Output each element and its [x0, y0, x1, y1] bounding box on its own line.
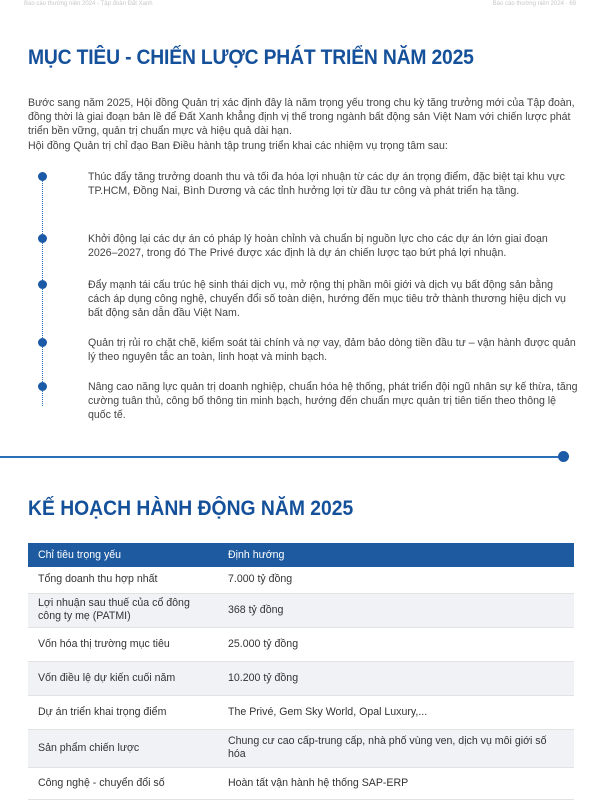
- section-title-strategy: MỤC TIÊU - CHIẾN LƯỢC PHÁT TRIỂN NĂM 2025: [28, 46, 474, 69]
- table-cell: Sản phẩm chiến lược: [28, 729, 218, 767]
- table-cell: 10.200 tỷ đồng: [218, 661, 574, 695]
- task-item: Nâng cao năng lực quản trị doanh nghiệp, chuẩn hóa hệ thống, phát triển đội ngũ nhân sự kế thừa, tăng cường tuân thủ, công bố thông tin minh bạch, hướng đến chuẩn mực quản trị tiên tiến theo thông lệ quốc tế.: [88, 381, 578, 421]
- table-row: [28, 661, 574, 695]
- task-item: Đẩy mạnh tái cấu trúc hệ sinh thái dịch vụ, mở rộng thị phần môi giới và dịch vụ bất động sản bằng cách áp dụng công nghệ, chuyển đổi số toàn diện, hướng đến mục tiêu trở thành thương hiệu dịch vụ bất động sản dẫn đầu Việt Nam.: [88, 279, 566, 319]
- table-cell: Lợi nhuận sau thuế của cổ đông công ty mẹ (PATMI): [28, 593, 218, 627]
- timeline-line: [42, 172, 43, 406]
- timeline-bullet-icon: [38, 280, 47, 289]
- table-row: [28, 729, 574, 767]
- table-cell: 7.000 tỷ đồng: [218, 567, 574, 593]
- table-row: [28, 593, 574, 627]
- timeline-bullet-icon: [38, 382, 47, 391]
- timeline-bullet-icon: [38, 338, 47, 347]
- table-cell: 25.000 tỷ đồng: [218, 627, 574, 661]
- timeline-bullet-icon: [38, 172, 47, 181]
- table-cell: Tổng doanh thu hợp nhất: [28, 567, 218, 593]
- header-right-text: Báo cáo thường niên 2024 · 69: [492, 1, 576, 7]
- table-cell: Công nghệ - chuyển đổi số: [28, 767, 218, 799]
- action-plan-table: [28, 543, 574, 800]
- intro-paragraph: Bước sang năm 2025, Hội đồng Quản trị xác định đây là năm trọng yếu trong chu kỳ tăng trưởng mới của Tập đoàn, đồng thời là giai đoạn bản lề để Đất Xanh khẳng định vị thế trong ngành bất động sản Việt Nam với chiến lược phát triển bền vững, quản trị chuẩn mực và hiệu quả dài hạn.: [28, 97, 575, 137]
- task-item: Thúc đẩy tăng trưởng doanh thu và tối đa hóa lợi nhuận từ các dự án trọng điểm, đặc biệt tại khu vực TP.HCM, Đồng Nai, Bình Dương và các tỉnh hưởng lợi từ đầu tư công và phát triển hạ tầng.: [88, 171, 565, 197]
- task-item: Khởi động lại các dự án có pháp lý hoàn chỉnh và chuẩn bị nguồn lực cho các dự án lớn giai đoạn 2026–2027, trong đó The Privé được xác định là dự án chiến lược tạo bứt phá lợi nhuận.: [88, 233, 548, 259]
- table-cell: Hoàn tất vận hành hệ thống SAP-ERP: [218, 767, 574, 799]
- table-row: [28, 567, 574, 593]
- header-strip: [0, 0, 600, 12]
- header-left-text: Báo cáo thường niên 2024 - Tập đoàn Đất Xanh: [24, 1, 153, 7]
- section-title-action-plan: KẾ HOẠCH HÀNH ĐỘNG NĂM 2025: [28, 497, 354, 520]
- column-header: Định hướng: [218, 543, 574, 567]
- table-header-row: [28, 543, 574, 567]
- section-divider: [0, 456, 562, 458]
- divider-dot-icon: [558, 451, 569, 462]
- table-row: [28, 695, 574, 729]
- task-item: Quản trị rủi ro chặt chẽ, kiểm soát tài chính và nợ vay, đảm bảo dòng tiền đầu tư – vận hành được quản lý theo nguyên tắc an toàn, linh hoạt và minh bạch.: [88, 337, 576, 363]
- table-row: [28, 767, 574, 799]
- table-cell: Chung cư cao cấp-trung cấp, nhà phố vùng ven, dịch vụ môi giới số hóa: [218, 729, 574, 767]
- timeline-bullet-icon: [38, 234, 47, 243]
- lead-paragraph: Hội đồng Quản trị chỉ đạo Ban Điều hành tập trung triển khai các nhiệm vụ trọng tâm sau:: [28, 140, 448, 152]
- table-row: [28, 627, 574, 661]
- table-cell: Vốn hóa thị trường mục tiêu: [28, 627, 218, 661]
- table-cell: Dự án triển khai trọng điểm: [28, 695, 218, 729]
- table-cell: The Privé, Gem Sky World, Opal Luxury,...: [218, 695, 574, 729]
- column-header: Chỉ tiêu trọng yếu: [28, 543, 218, 567]
- table-cell: Vốn điều lệ dự kiến cuối năm: [28, 661, 218, 695]
- table-cell: 368 tỷ đồng: [218, 593, 574, 627]
